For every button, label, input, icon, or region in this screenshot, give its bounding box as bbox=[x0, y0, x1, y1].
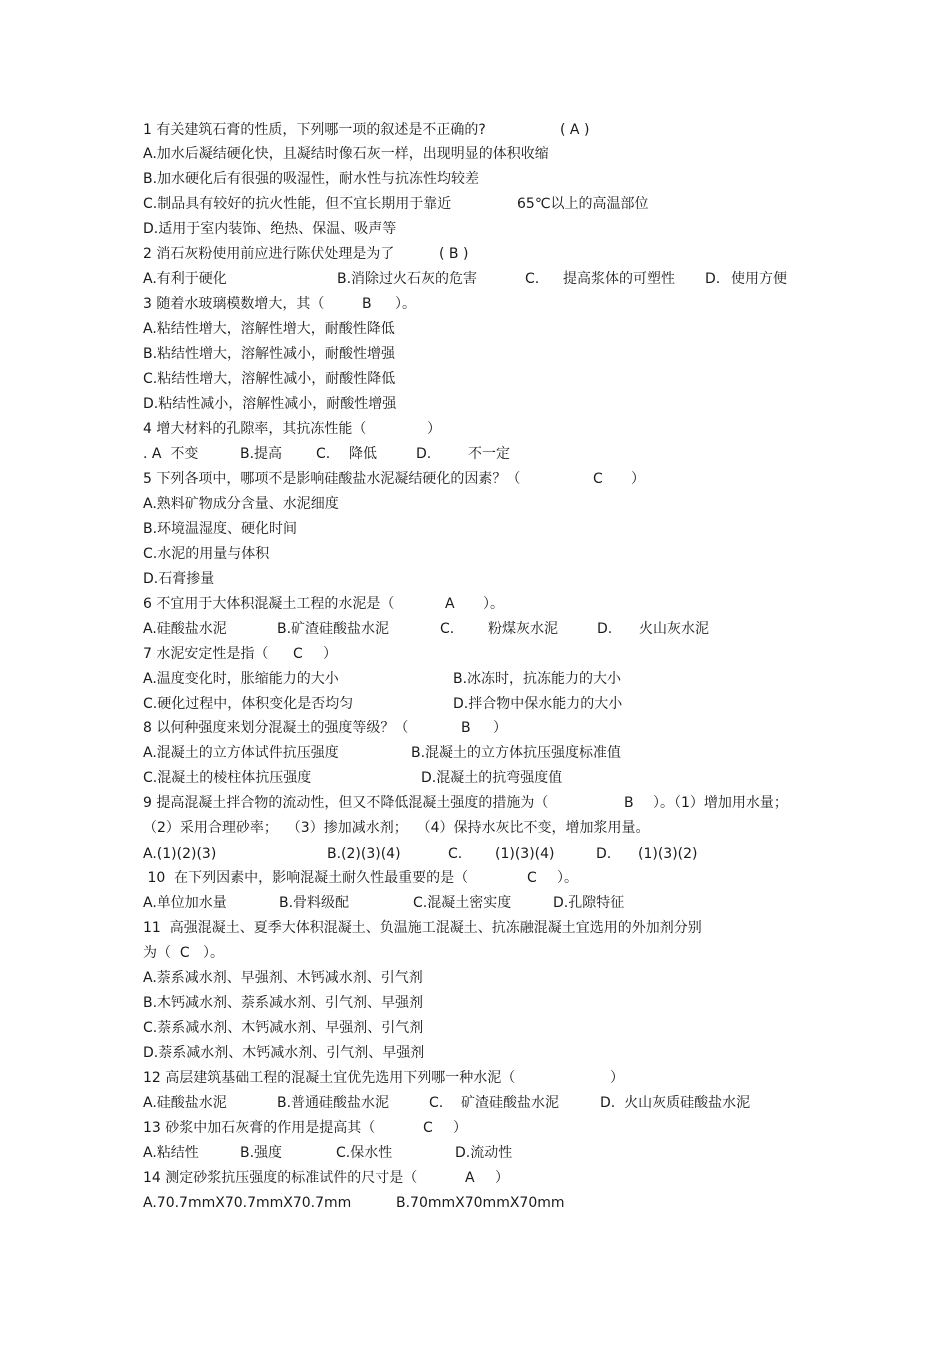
line-text: B.矿渣硅酸盐水泥 bbox=[277, 621, 390, 637]
line-text: 2 消石灰粉使用前应进行陈伏处理是为了 bbox=[143, 246, 395, 262]
line-text: D.流动性 bbox=[455, 1145, 513, 1161]
line-text: B.提高 bbox=[240, 446, 283, 462]
line-text: A.硅酸盐水泥 bbox=[143, 1095, 227, 1111]
line-text: 提高浆体的可塑性 bbox=[563, 271, 675, 287]
line-text: ( A ) bbox=[560, 122, 590, 138]
line-text: 10 在下列因素中，影响混凝土耐久性最重要的是（ bbox=[143, 870, 469, 886]
line-text: D.适用于室内装饰、绝热、保温、吸声等 bbox=[143, 221, 397, 237]
line-text: D.混凝土的抗弯强度值 bbox=[421, 770, 563, 786]
line-text: 使用方便 bbox=[731, 271, 787, 287]
line-text: ）。（1）增加用水量； bbox=[653, 795, 788, 811]
line-text: ） bbox=[495, 1170, 509, 1186]
line-text: B.消除过火石灰的危害 bbox=[337, 271, 478, 287]
line-text: B.强度 bbox=[240, 1145, 283, 1161]
line-text: A.粘结性增大，溶解性增大，耐酸性降低 bbox=[143, 321, 395, 337]
line-text: D. bbox=[597, 621, 613, 637]
line-text: 粉煤灰水泥 bbox=[488, 621, 558, 637]
line-text: D.拌合物中保水能力的大小 bbox=[453, 696, 623, 712]
line-text: C.硬化过程中，体积变化是否均匀 bbox=[143, 696, 354, 712]
line-text: B.木钙减水剂、萘系减水剂、引气剂、早强剂 bbox=[143, 995, 424, 1011]
line-text: ）。 bbox=[557, 870, 578, 886]
line-text: B.骨料级配 bbox=[279, 895, 350, 911]
line-text: 4 增大材料的孔隙率，其抗冻性能（ bbox=[143, 421, 367, 437]
line-text: B.粘结性增大，溶解性减小，耐酸性增强 bbox=[143, 346, 396, 362]
line-text: 3 随着水玻璃模数增大，其（ bbox=[143, 296, 325, 312]
line-text: ） bbox=[493, 720, 507, 736]
line-text: C. bbox=[316, 446, 331, 462]
line-text: C.制品具有较好的抗火性能，但不宜长期用于靠近 bbox=[143, 196, 452, 212]
line-text: 8 以何种强度来划分混凝土的强度等级？（ bbox=[143, 720, 409, 736]
line-text: 65℃以上的高温部位 bbox=[517, 196, 649, 212]
line-text: C bbox=[293, 646, 303, 662]
line-text: B.普通硅酸盐水泥 bbox=[277, 1095, 390, 1111]
line-text: ） bbox=[453, 1120, 467, 1136]
line-text: ）。 bbox=[483, 596, 504, 612]
line-text: A.加水后凝结硬化快，且凝结时像石灰一样，出现明显的体积收缩 bbox=[143, 146, 549, 162]
line-text: C.萘系减水剂、木钙减水剂、早强剂、引气剂 bbox=[143, 1020, 424, 1036]
line-text: A.单位加水量 bbox=[143, 895, 227, 911]
line-text: A.混凝土的立方体试件抗压强度 bbox=[143, 745, 339, 761]
line-text: D. bbox=[596, 846, 612, 862]
line-text: A bbox=[465, 1170, 475, 1186]
line-text: B.冰冻时，抗冻能力的大小 bbox=[453, 671, 622, 687]
line-text: A.萘系减水剂、早强剂、木钙减水剂、引气剂 bbox=[143, 970, 423, 986]
line-text: （2）采用合理砂率； （3）掺加减水剂； （4）保持水灰比不变，增加浆用量。 bbox=[143, 820, 650, 836]
line-text: A.有利于硬化 bbox=[143, 271, 227, 287]
line-text: B bbox=[461, 720, 471, 736]
line-text: A.粘结性 bbox=[143, 1145, 199, 1161]
line-text: C bbox=[593, 471, 603, 487]
line-text: C. bbox=[448, 846, 463, 862]
line-text: ） bbox=[631, 471, 645, 487]
line-text: A.硅酸盐水泥 bbox=[143, 621, 227, 637]
line-text: D. bbox=[705, 271, 721, 287]
line-text: D.萘系减水剂、木钙减水剂、引气剂、早强剂 bbox=[143, 1045, 425, 1061]
line-text: 矿渣硅酸盐水泥 bbox=[461, 1095, 559, 1111]
line-text: 14 测定砂浆抗压强度的标准试件的尺寸是（ bbox=[143, 1170, 418, 1186]
line-text: D.石膏掺量 bbox=[143, 571, 215, 587]
line-text: 13 砂浆中加石灰膏的作用是提高其（ bbox=[143, 1120, 376, 1136]
line-text: . A 不变 bbox=[143, 446, 199, 462]
line-text: C. bbox=[525, 271, 540, 287]
line-text: 1 有关建筑石膏的性质，下列哪一项的叙述是不正确的? bbox=[143, 122, 486, 138]
line-text: C.混凝土的棱柱体抗压强度 bbox=[143, 770, 312, 786]
line-text: C. bbox=[440, 621, 455, 637]
line-text: C. bbox=[429, 1095, 444, 1111]
line-text: 火山灰水泥 bbox=[639, 621, 709, 637]
line-text: D. bbox=[416, 446, 432, 462]
line-text: A.熟料矿物成分含量、水泥细度 bbox=[143, 496, 339, 512]
line-text: B bbox=[362, 296, 372, 312]
line-text: C.混凝土密实度 bbox=[413, 895, 512, 911]
line-text: B.70mmX70mmX70mm bbox=[396, 1195, 565, 1211]
line-text: B.环境温湿度、硬化时间 bbox=[143, 521, 298, 537]
line-text: 11 高强混凝土、夏季大体积混凝土、负温施工混凝土、抗冻融混凝土宜选用的外加剂分别 bbox=[143, 920, 702, 936]
line-text: D.孔隙特征 bbox=[553, 895, 625, 911]
line-text: 降低 bbox=[349, 446, 377, 462]
line-text: C bbox=[527, 870, 537, 886]
line-text: 为（ C ）。 bbox=[143, 945, 225, 961]
line-text: 12 高层建筑基础工程的混凝土宜优先选用下列哪一种水泥（ bbox=[143, 1070, 516, 1086]
line-text: D. 火山灰质硅酸盐水泥 bbox=[600, 1095, 751, 1111]
line-text: B.(2)(3)(4) bbox=[327, 846, 401, 862]
line-text: B.加水硬化后有很强的吸湿性，耐水性与抗冻性均较差 bbox=[143, 171, 480, 187]
line-text: C bbox=[423, 1120, 433, 1136]
line-text: 6 不宜用于大体积混凝土工程的水泥是（ bbox=[143, 596, 395, 612]
line-text: A.70.7mmX70.7mmX70.7mm bbox=[143, 1195, 352, 1211]
line-text: B.混凝土的立方体抗压强度标准值 bbox=[411, 745, 622, 761]
line-text: C.粘结性增大，溶解性减小，耐酸性降低 bbox=[143, 371, 396, 387]
line-text: A.(1)(2)(3) bbox=[143, 846, 217, 862]
line-text: D.粘结性减小，溶解性减小，耐酸性增强 bbox=[143, 396, 397, 412]
line-text: 9 提高混凝土拌合物的流动性，但又不降低混凝土强度的措施为（ bbox=[143, 795, 549, 811]
line-text: ） bbox=[323, 646, 337, 662]
line-text: 不一定 bbox=[468, 446, 510, 462]
line-text: ( B ) bbox=[439, 246, 469, 262]
line-text: 7 水泥安定性是指（ bbox=[143, 646, 269, 662]
line-text: A.温度变化时，胀缩能力的大小 bbox=[143, 671, 339, 687]
line-text: (1)(3)(2) bbox=[638, 846, 698, 862]
line-text: ）。 bbox=[395, 296, 416, 312]
line-text: C.保水性 bbox=[336, 1145, 393, 1161]
line-text: ） bbox=[610, 1070, 624, 1086]
line-text: C.水泥的用量与体积 bbox=[143, 546, 270, 562]
line-text: B bbox=[624, 795, 634, 811]
line-text: ） bbox=[427, 421, 441, 437]
line-text: (1)(3)(4) bbox=[495, 846, 555, 862]
line-text: 5 下列各项中，哪项不是影响硅酸盐水泥凝结硬化的因素？（ bbox=[143, 471, 521, 487]
line-text: A bbox=[445, 596, 455, 612]
